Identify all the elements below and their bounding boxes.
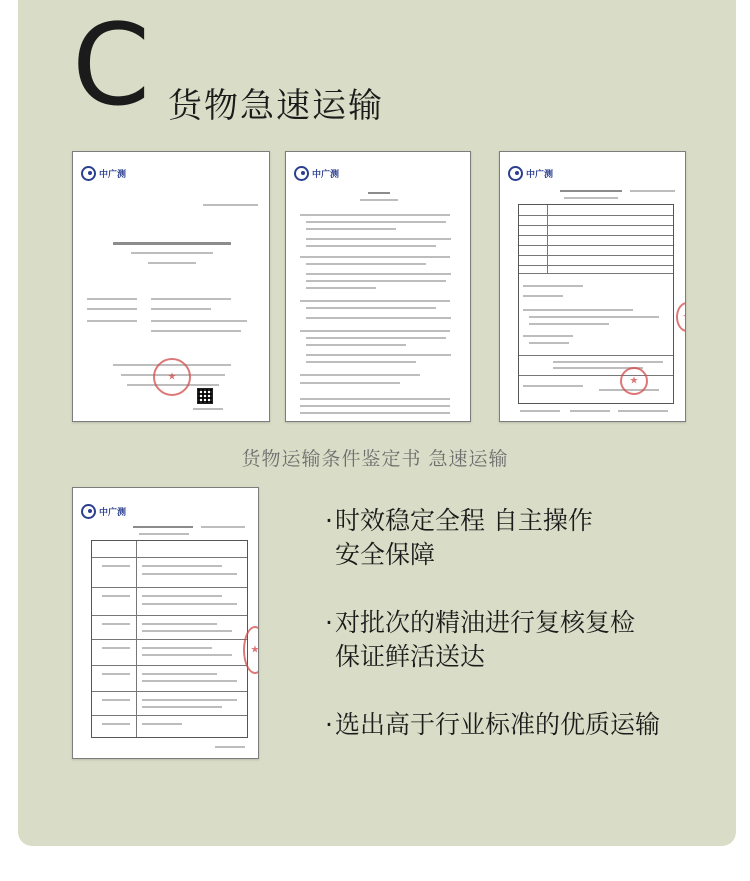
brand-logo: [81, 166, 126, 181]
feature-bullet-2-line-2: 保证鲜活送达: [335, 642, 486, 671]
brand-logo-icon: [81, 504, 96, 519]
certificate-document-2: [499, 151, 686, 422]
feature-bullet-1-line-1: ·时效稳定全程 自主操作: [325, 506, 593, 535]
feature-bullet-1-line-2: 安全保障: [335, 540, 436, 569]
feature-bullet-1: [325, 504, 593, 572]
feature-bullet-3: [325, 708, 660, 742]
brand-logo: [294, 166, 339, 181]
feature-bullet-3-line-1: ·选出高于行业标准的优质运输: [325, 710, 660, 739]
brand-logo-text: 中广测: [99, 170, 127, 180]
hazard-test-document: [72, 487, 259, 759]
brand-logo-text: 中广测: [312, 170, 340, 180]
section-letter: C: [72, 1, 151, 131]
brand-logo: [81, 504, 126, 519]
feature-bullet-2-line-1: ·对批次的精油进行复核复检: [325, 608, 635, 637]
brand-logo-icon: [294, 166, 309, 181]
documents-caption: 货物运输条件鉴定书 急速运输: [241, 448, 509, 470]
brand-logo-icon: [508, 166, 523, 181]
feature-bullet-2: [325, 606, 635, 674]
brand-logo: [508, 166, 553, 181]
section-title: 货物急速运输: [168, 86, 384, 126]
statement-document: [285, 151, 471, 422]
brand-logo-text: 中广测: [99, 508, 127, 518]
certificate-document-1: [72, 151, 270, 422]
brand-logo-text: 中广测: [526, 170, 554, 180]
brand-logo-icon: [81, 166, 96, 181]
